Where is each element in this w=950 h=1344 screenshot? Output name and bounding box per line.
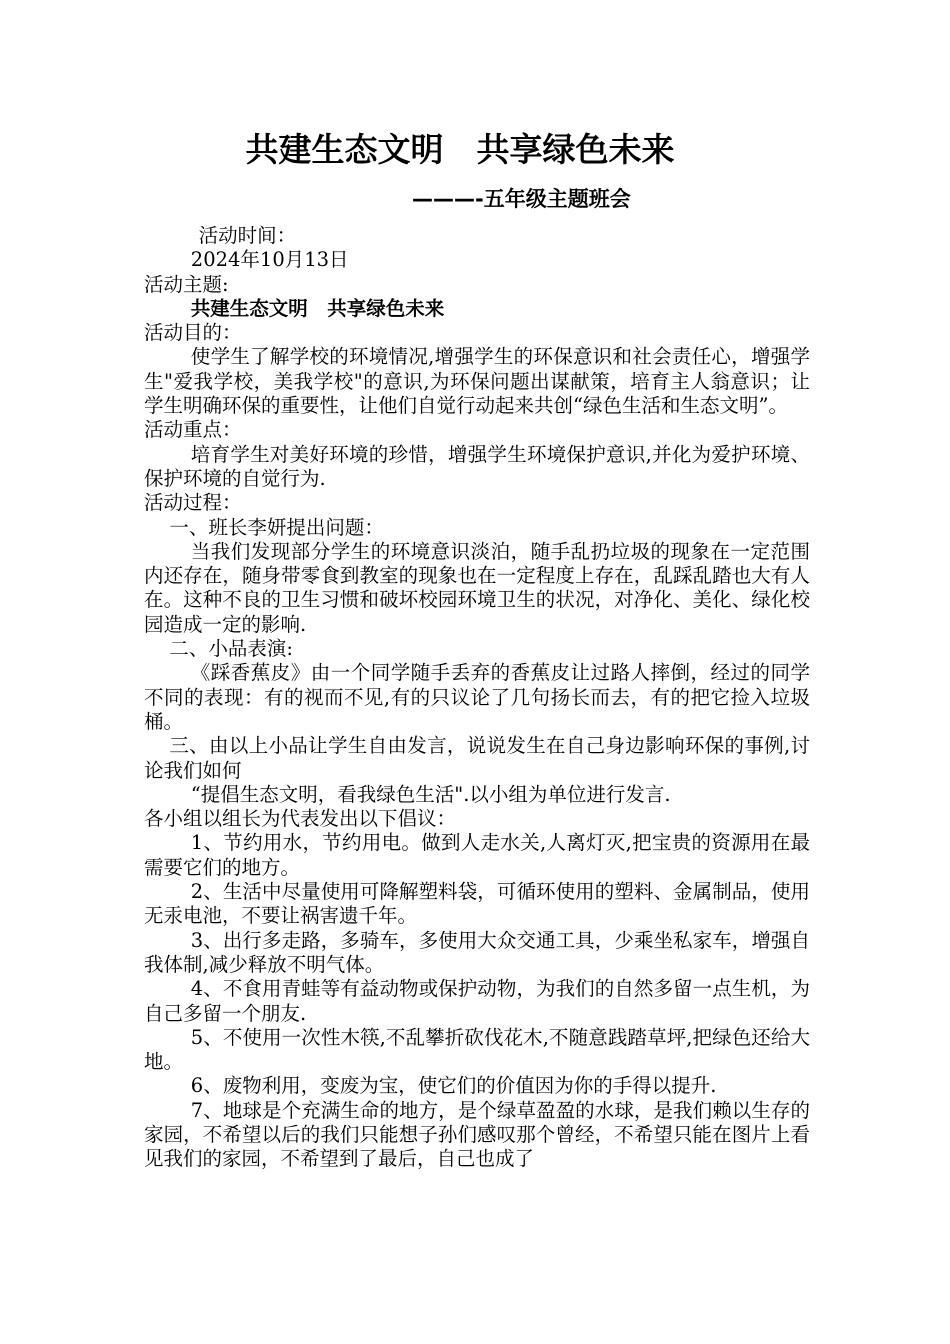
proposal-item-7: 7、地球是个充满生命的地方，是个绿草盈盈的水球，是我们赖以生存的家园，不希望以后的我们只能想子孙们感叹那个曾经，不希望只能在图片上看见我们的家园，不希望到了最后，自己也成了 <box>144 1098 810 1171</box>
process-step-3-text: 三、由以上小品让学生自由发言，说说发生在自己身边影响环保的事例,讨论我们如何 <box>144 734 810 782</box>
process-step-2-heading: 二、小品表演: <box>169 637 293 661</box>
proposal-item-5: 5、不使用一次性木筷,不乱攀折砍伐花木,不随意践踏草坪,把绿色还给大地。 <box>144 1025 810 1074</box>
activity-theme-label: 活动主题: <box>144 272 229 296</box>
activity-focus-label: 活动重点： <box>144 418 242 442</box>
activity-purpose-label: 活动目的： <box>144 321 242 345</box>
proposal-item-4: 4、不食用青蛙等有益动物或保护动物，为我们的自然多留一点生机，为自己多留一个朋友. <box>144 977 810 1025</box>
activity-time-label: 活动时间： <box>198 224 297 247</box>
activity-theme-value: 共建生态文明 共享绿色未来 <box>190 296 445 320</box>
proposal-item-6: 6、废物利用，变废为宝，使它们的价值因为你的手得以提升. <box>190 1074 717 1098</box>
activity-purpose-text: 使学生了解学校的环境情况,增强学生的环保意识和社会责任心，增强学生"爱我学校，美我学校"的意识,为环保问题出谋献策，培育主人翁意识；让学生明确环保的重要性，让他们自觉行动起来共创“绿色生活和生态文明”。 <box>144 345 810 418</box>
activity-process-label: 活动过程： <box>144 491 242 515</box>
document-title: 共建生态文明 共享绿色未来 <box>245 130 675 169</box>
activity-time-value: 2024年10月13日 <box>190 248 349 272</box>
process-step-1-heading: 一、班长李妍提出问题： <box>169 515 384 539</box>
proposal-intro: 各小组以组长为代表发出以下倡议： <box>144 807 457 831</box>
proposal-item-1: 1、节约用水，节约用电。做到人走水关,人离灯灭,把宝贵的资源用在最需要它们的地方。 <box>144 831 810 879</box>
process-step-2-text: 《踩香蕉皮》由一个同学随手丢弃的香蕉皮让过路人摔倒，经过的同学不同的表现：有的视而不见,有的只议论了几句扬长而去，有的把它捡入垃圾桶。 <box>144 661 810 733</box>
process-step-3-topic: “提倡生态文明，看我绿色生活".以小组为单位进行发言. <box>190 782 671 806</box>
activity-focus-text: 培育学生对美好环境的珍惜，增强学生环境保护意识,并化为爱护环境、保护环境的自觉行为. <box>144 442 810 490</box>
proposal-item-2: 2、生活中尽量使用可降解塑料袋，可循环使用的塑料、金属制品，使用无汞电池，不要让祸害遗千年。 <box>144 880 810 928</box>
proposal-item-3: 3、出行多走路，多骑车，多使用大众交通工具，少乘坐私家车，增强自我体制,减少释放不明气体。 <box>144 928 810 976</box>
process-step-1-text: 当我们发现部分学生的环境意识淡泊，随手乱扔垃圾的现象在一定范围内还存在，随身带零食到教室的现象也在一定程度上存在，乱踩乱踏也大有人在。这种不良的卫生习惯和破坏校园环境卫生的状况，对净化、美化、绿化校园造成一定的影响. <box>144 539 810 636</box>
document-subtitle: ———-五年级主题班会 <box>412 187 631 211</box>
document-body <box>144 224 810 1172</box>
